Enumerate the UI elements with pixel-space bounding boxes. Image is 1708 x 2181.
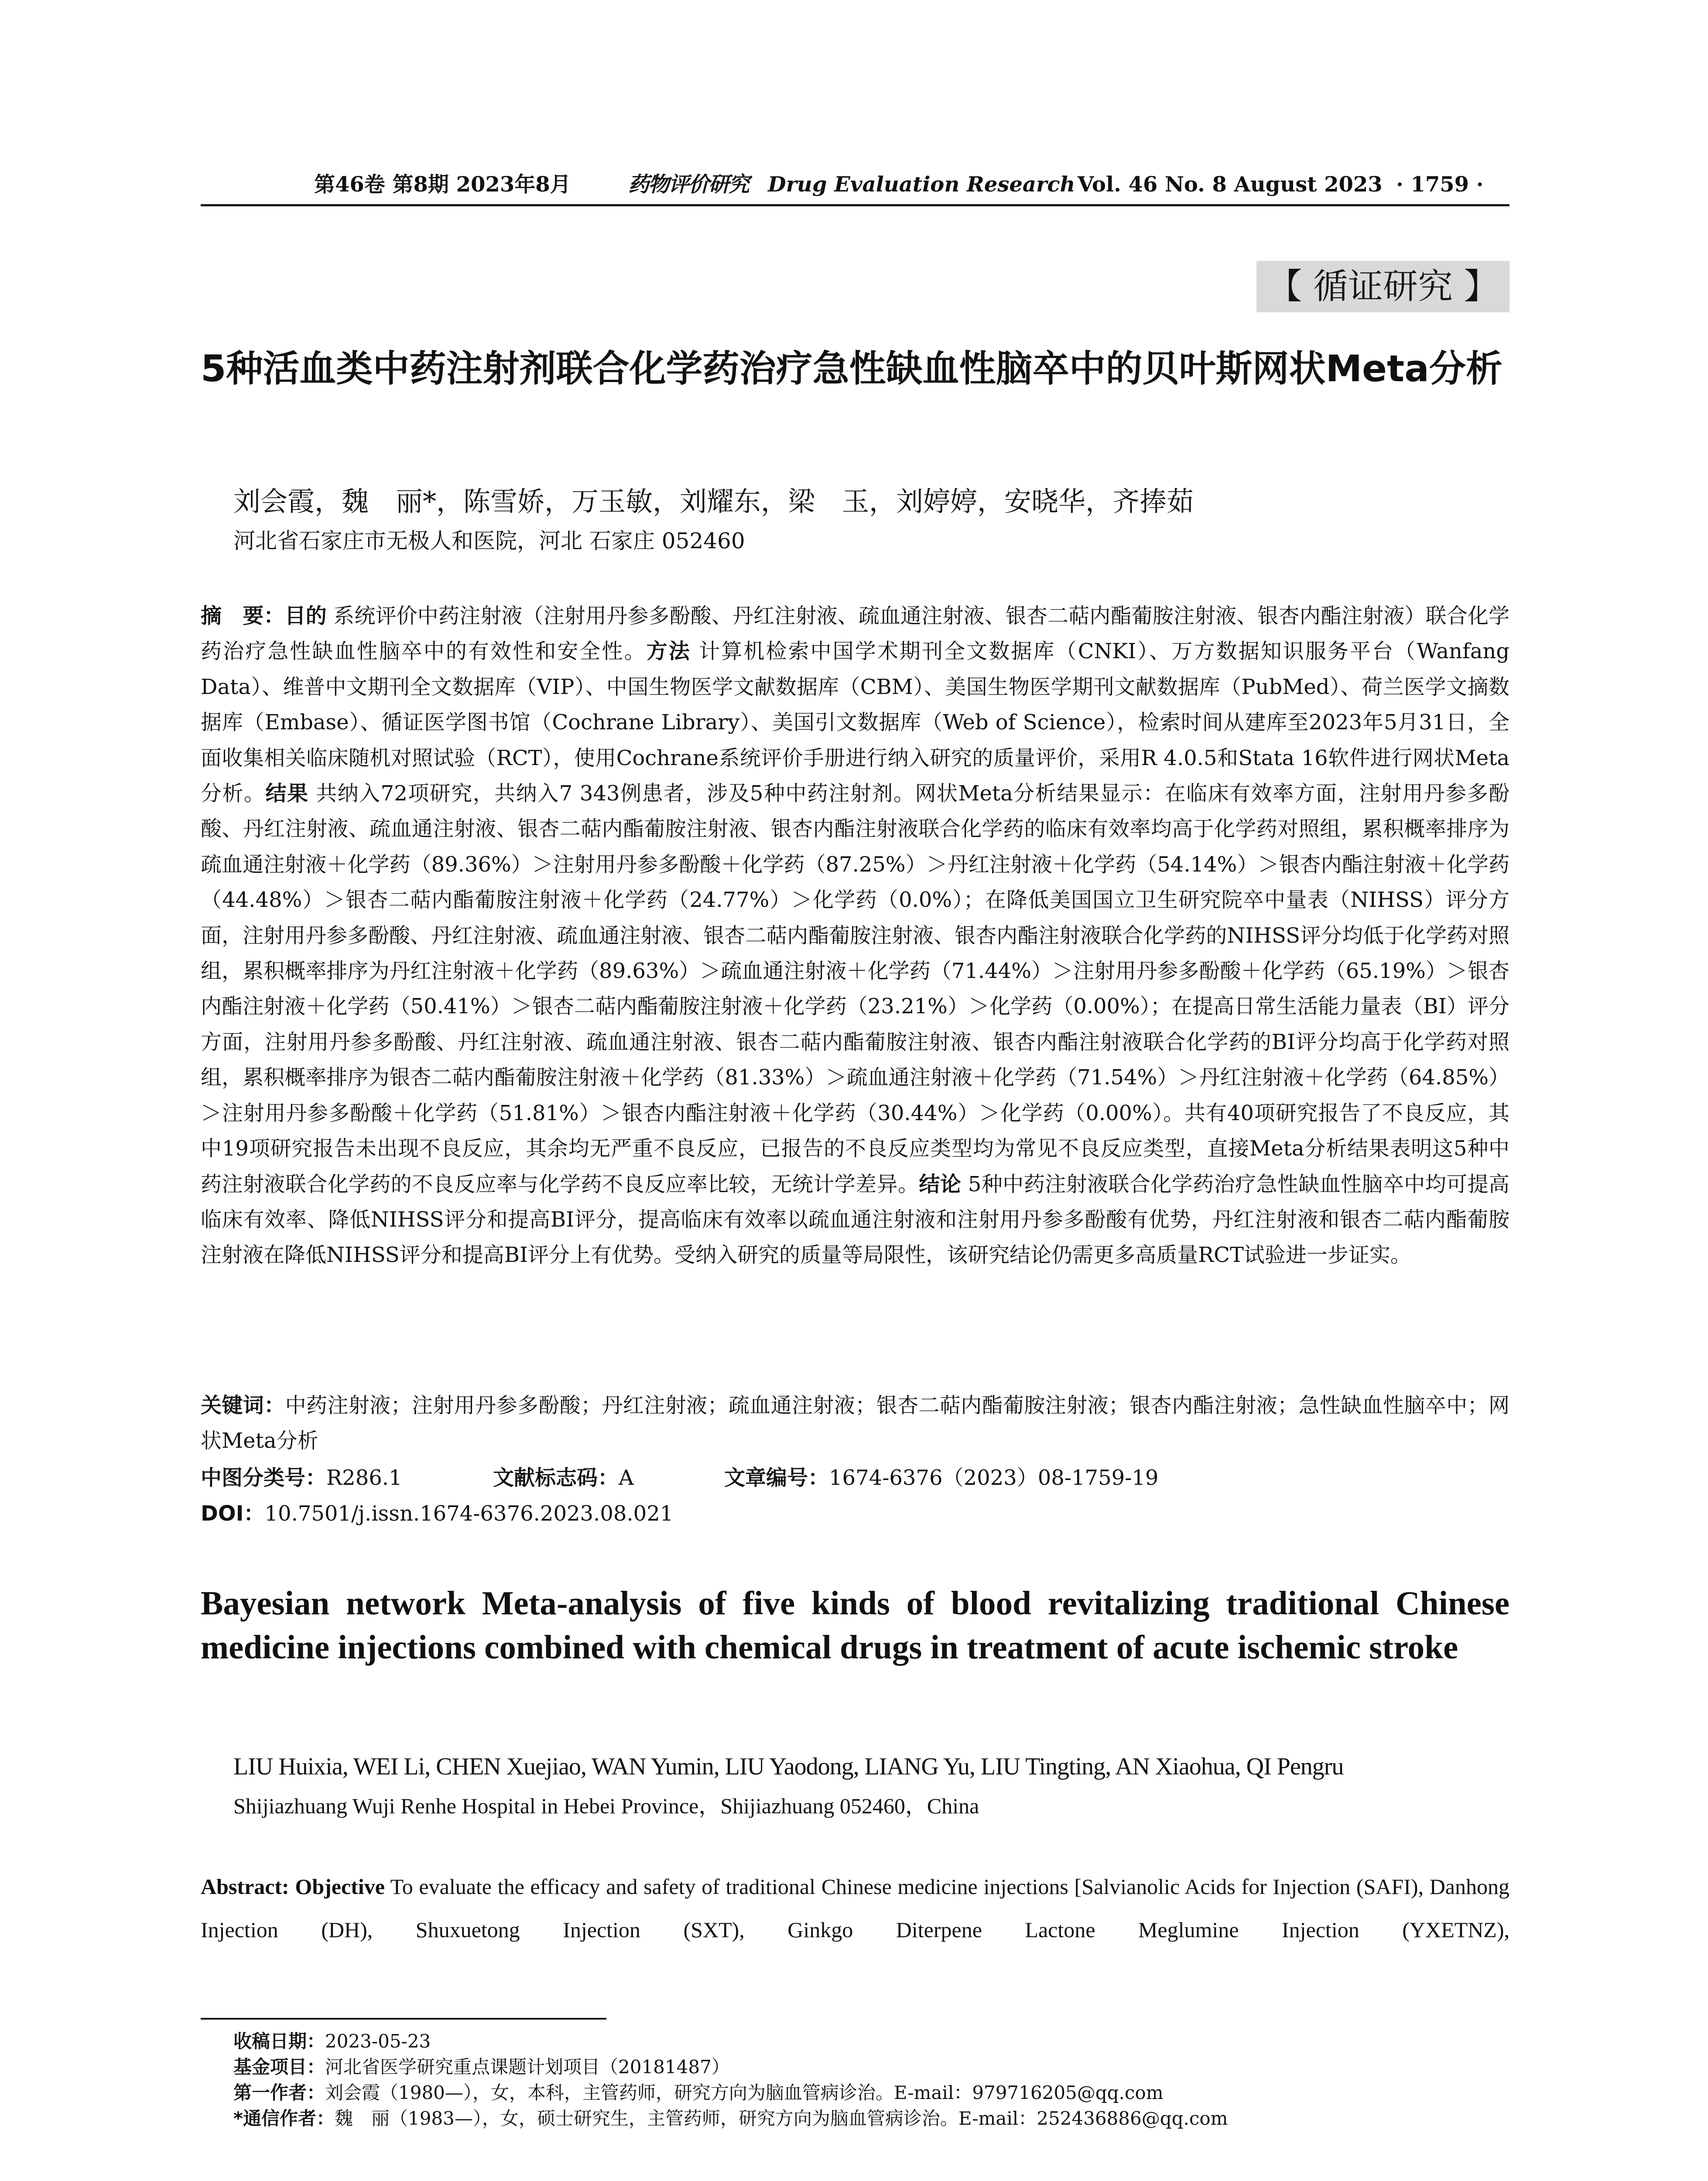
- footnote-fund: [233, 2054, 1499, 2080]
- article-no-value: 1674-6376（2023）08-1759-19: [829, 1466, 1159, 1490]
- fund-label: 基金项目：: [233, 2056, 325, 2078]
- objective-en-label: Objective: [295, 1874, 385, 1899]
- keywords-cn: [201, 1388, 1509, 1459]
- fund-text: 河北省医学研究重点课题计划项目（20181487）: [325, 2056, 730, 2078]
- abstract-en-text: To evaluate the efficacy and safety of traditional Chinese medicine injections [Salvianolic Acids for Injection (SAFI), Danhong Injection (DH), Shuxuetong Injection (SXT), Ginkgo Diterpene Lactone Meglumine Injection (YXETNZ),: [201, 1874, 1509, 1942]
- methods-label: 方法: [646, 639, 691, 664]
- authors-cn: 刘会霞，魏 丽*，陈雪娇，万玉敏，刘耀东，梁 玉，刘婷婷，安晓华，齐捧茹: [233, 485, 1194, 517]
- affiliation-cn: 河北省石家庄市无极人和医院，河北 石家庄 052460: [233, 528, 745, 554]
- authors-en: LIU Huixia, WEI Li, CHEN Xuejiao, WAN Yumin, LIU Yaodong, LIANG Yu, LIU Tingting, AN Xiaohua, QI Pengru: [233, 1753, 1344, 1780]
- header-page-number: · 1759 ·: [1396, 172, 1484, 197]
- corresponding-label: *通信作者：: [233, 2108, 335, 2129]
- footnote-first-author: [233, 2080, 1499, 2106]
- article-no-label: 文章编号：: [724, 1466, 829, 1490]
- article-title-en: Bayesian network Meta-analysis of five kinds of blood revitalizing traditional Chinese medicine injections combined with chemical drugs in treatment of acute ischemic stroke: [201, 1584, 1509, 1666]
- doi-value: 10.7501/j.issn.1674-6376.2023.08.021: [264, 1501, 674, 1526]
- corresponding-text: 魏 丽（1983—），女，硕士研究生，主管药师，研究方向为脑血管病诊治。E-mail：252436886@qq.com: [334, 2108, 1228, 2129]
- article-title-cn: 5种活血类中药注射剂联合化学药治疗急性缺血性脑卒中的贝叶斯网状Meta分析: [201, 347, 1503, 390]
- header-journal-name: Drug Evaluation Research: [768, 172, 1075, 197]
- abstract-cn: [201, 598, 1509, 1273]
- doi-label: DOI：: [201, 1501, 265, 1526]
- footnote-received: [233, 2028, 1499, 2054]
- header-rule: [201, 204, 1509, 206]
- first-author-label: 第一作者：: [233, 2082, 325, 2103]
- received-date: 2023-05-23: [325, 2031, 431, 2052]
- running-header: [201, 169, 1509, 200]
- footnote-rule: [201, 2018, 606, 2020]
- results-text: 共纳入72项研究，共纳入7 343例患者，涉及5种中药注射剂。网状Meta分析结果显示：在临床有效率方面，注射用丹参多酚酸、丹红注射液、疏血通注射液、银杏二萜内酯葡胺注射液、银杏内酯注射液联合化学药的临床有效率均高于化学药对照组，累积概率排序为疏血通注射液＋化学药（89.36%）＞注射用丹参多酚酸＋化学药（87.25%）＞丹红注射液＋化学药（54.14%）＞银杏内酯注射液＋化学药（44.48%）＞银杏二萜内酯葡胺注射液＋化学药（24.77%）＞化学药（0.0%）；在降低美国国立卫生研究院卒中量表（NIHSS）评分方面，注射用丹参多酚酸、丹红注射液、疏血通注射液、银杏二萜内酯葡胺注射液、银杏内酯注射液联合化学药的NIHSS评分均低于化学药对照组，累积概率排序为丹红注射液＋化学药（89.63%）＞疏血通注射液＋化学药（71.44%）＞注射用丹参多酚酸＋化学药（65.19%）＞银杏内酯注射液＋化学药（50.41%）＞银杏二萜内酯葡胺注射液＋化学药（23.21%）＞化学药（0.00%）；在提高日常生活能力量表（BI）评分方面，注射用丹参多酚酸、丹红注射液、疏血通注射液、银杏二萜内酯葡胺注射液、银杏内酯注射液联合化学药的BI评分均高于化学药对照组，累积概率排序为银杏二萜内酯葡胺注射液＋化学药（81.33%）＞疏血通注射液＋化学药（71.54%）＞丹红注射液＋化学药（64.85%）＞注射用丹参多酚酸＋化学药（51.81%）＞银杏内酯注射液＋化学药（30.44%）＞化学药（0.00%）。共有40项研究报告了不良反应，其中19项研究报告未出现不良反应，其余均无严重不良反应，已报告的不良反应类型均为常见不良反应类型，直接Meta分析结果表明这5种中药注射液联合化学药的不良反应率与化学药不良反应率比较，无统计学差异。: [201, 781, 1509, 1196]
- results-label: 结果: [265, 781, 309, 806]
- abstract-en-label: Abstract:: [201, 1874, 289, 1899]
- received-label: 收稿日期：: [233, 2031, 325, 2052]
- abstract-label: 摘 要：: [201, 604, 285, 628]
- footnotes: [233, 2028, 1499, 2131]
- doi-line: [201, 1496, 1509, 1531]
- doc-code-value: A: [619, 1466, 634, 1490]
- abstract-en: [201, 1865, 1509, 1952]
- footnote-corresponding: [233, 2106, 1499, 2131]
- clc-label: 中图分类号：: [201, 1466, 327, 1490]
- keywords-text: 中药注射液；注射用丹参多酚酸；丹红注射液；疏血通注射液；银杏二萜内酯葡胺注射液；银杏内酯注射液；急性缺血性脑卒中；网状Meta分析: [201, 1393, 1509, 1453]
- keywords-label: 关键词：: [201, 1393, 285, 1418]
- conclusion-label: 结论: [919, 1172, 962, 1196]
- conclusion-text: 5种中药注射液联合化学药治疗急性缺血性脑卒中均可提高临床有效率、降低NIHSS评分和提高BI评分，提高临床有效率以疏血通注射液和注射用丹参多酚酸有优势，丹红注射液和银杏二萜内酯葡胺注射液在降低NIHSS评分和提高BI评分上有优势。受纳入研究的质量等局限性，该研究结论仍需更多高质量RCT试验进一步证实。: [201, 1172, 1509, 1268]
- section-tag: 【 循证研究 】: [1256, 261, 1509, 312]
- header-volume-info: Vol. 46 No. 8 August 2023: [1078, 172, 1383, 197]
- affiliation-en: Shijiazhuang Wuji Renhe Hospital in Hebei Province，Shijiazhuang 052460，China: [233, 1794, 979, 1818]
- header-issue-info: 第46卷 第8期 2023年8月: [314, 172, 571, 197]
- clc-value: R286.1: [326, 1466, 402, 1490]
- doc-code-label: 文献标志码：: [493, 1466, 619, 1490]
- objective-label: 目的: [284, 604, 327, 628]
- methods-text: 计算机检索中国学术期刊全文数据库（CNKI）、万方数据知识服务平台（Wanfang Data）、维普中文期刊全文数据库（VIP）、中国生物医学文献数据库（CBM）、美国生物医学期刊文献数据库（PubMed）、荷兰医学文摘数据库（Embase）、循证医学图书馆（Cochrane Library）、美国引文数据库（Web of Science），检索时间从建库至2023年5月31日，全面收集相关临床随机对照试验（RCT），使用Cochrane系统评价手册进行纳入研究的质量评价，采用R 4.0.5和Stata 16软件进行网状Meta分析。: [201, 639, 1509, 806]
- classification-line: [201, 1460, 1509, 1496]
- objective-text: 系统评价中药注射液（注射用丹参多酚酸、丹红注射液、疏血通注射液、银杏二萜内酯葡胺注射液、银杏内酯注射液）联合化学药治疗急性缺血性脑卒中的有效性和安全性。: [201, 604, 1509, 664]
- first-author-text: 刘会霞（1980—），女，本科，主管药师，研究方向为脑血管病诊治。E-mail：979716205@qq.com: [325, 2082, 1164, 2103]
- header-journal-logo: 药物评价研究: [628, 172, 749, 197]
